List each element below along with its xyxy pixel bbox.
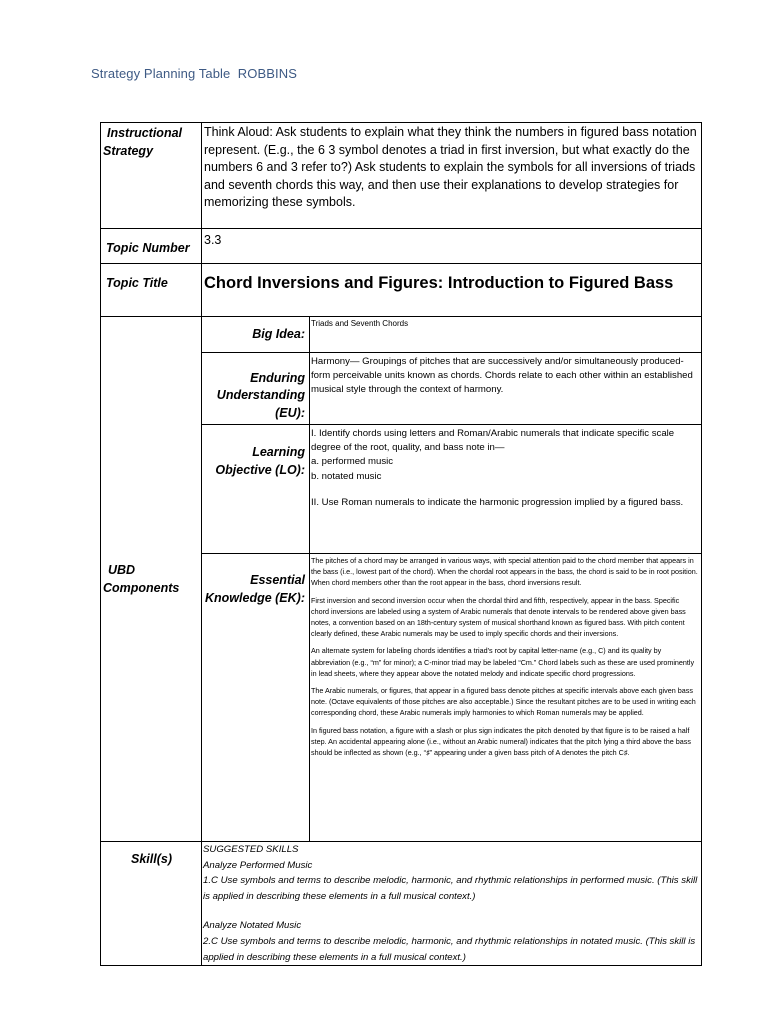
topic-title-label: Topic Title <box>106 276 168 290</box>
label-cell-skills <box>101 842 202 966</box>
think-aloud-lead: Think Aloud: <box>204 125 273 139</box>
skills-line-3: 1.C Use symbols and terms to describe melodic, harmonic, and rhythmic relationships in performed music. (This skill is applied in describing these elements in a full musical context.) <box>203 875 698 902</box>
skills-label: Skill(s) <box>131 852 172 866</box>
learning-objective-line-1: I. Identify chords using letters and Roman/Arabic numerals that indicate specific scale <box>311 428 675 439</box>
label-cell-learning-objective <box>202 425 310 554</box>
label-cell-ubd-components <box>101 317 202 842</box>
topic-title-value: Chord Inversions and Figures: Introduction to Figured Bass <box>204 274 674 292</box>
learning-objective-line-2: degree of the root, quality, and bass note in— <box>311 442 505 454</box>
skills-line-2: Analyze Performed Music <box>203 859 313 871</box>
label-cell-essential-knowledge <box>202 554 310 842</box>
essential-knowledge-cell <box>310 554 702 842</box>
learning-label-2: Objective (LO): <box>215 462 305 477</box>
skills-cell <box>202 842 702 966</box>
learning-objective-line-4: b. notated music <box>311 470 382 482</box>
enduring-understanding-cell <box>310 353 702 425</box>
enduring-label-1: Enduring <box>250 370 305 385</box>
enduring-understanding-value: Harmony— Groupings of pitches that are successively and/or simultaneously produced- form perceivable units known as chords. Chords relate to each other within an established musical style through the context of harmony. <box>311 356 693 396</box>
strategy-planning-table <box>100 122 702 966</box>
instructional-strategy-label-1: Instructional <box>107 126 183 140</box>
instructional-strategy-text <box>202 123 701 212</box>
label-cell-topic-number <box>101 229 202 264</box>
skills-line-4: Analyze Notated Music <box>203 920 302 932</box>
instructional-strategy-cell <box>202 123 702 229</box>
big-idea-cell <box>310 317 702 353</box>
enduring-label-3: (EU): <box>275 405 305 420</box>
ubd-label-1: UBD <box>108 563 136 577</box>
learning-objective-line-3: a. performed music <box>311 456 394 468</box>
enduring-label-2: Understanding <box>216 388 305 402</box>
essential-knowledge-p1: The pitches of a chord may be arranged in various ways, with special attention paid to the chord member that appears in the bass (i.e., lowest part of the chord). When the chordal root appears in the bass, the chord is said to be in root position. When chord members other than the root appear in the bass, chord inversions result. <box>311 556 698 588</box>
skills-line-1: SUGGESTED SKILLS <box>203 844 299 855</box>
row-big-idea <box>101 317 702 353</box>
skills-line-5: 2.C Use symbols and terms to describe melodic, harmonic, and rhythmic relationships in notated music. (This skill is applied in describing these elements in a full musical context.) <box>203 935 696 963</box>
topic-number-cell <box>202 229 702 264</box>
learning-objective-text <box>310 425 701 510</box>
skills-text <box>202 842 701 965</box>
essential-knowledge-p2: First inversion and second inversion occur when the chordal third and fifth, respectively, appear in the bass. Specific chord inversions are labeled using a system of Arabic numerals that denote intervals to be rendered above given bass notes, a convention based on an 18th-century system of musical shorthand known as figured bass. With pitch content clearly defined, these Arabic numerals may be used to imply specific chords and their inversions. <box>311 595 686 639</box>
big-idea-value: Triads and Seventh Chords <box>311 319 409 328</box>
row-skills <box>101 842 702 966</box>
essential-label-2: Knowledge (EK): <box>205 590 305 605</box>
essential-knowledge-p4: The Arabic numerals, or figures, that appear in a figured bass denote pitches at specific intervals above each given bass note. (Octave equivalents of those pitches are also acceptable.) Since the resultant pitches are to be used in writing each corresponding chord, these Arabic numerals imply harmonies to which Roman numerals may be applied. <box>311 686 696 718</box>
essential-knowledge-text <box>310 554 701 758</box>
topic-title-cell <box>202 264 702 317</box>
label-cell-instructional-strategy <box>101 123 202 229</box>
instructional-strategy-body: Ask students to explain what they think the numbers in figured bass notation represent. (E.g., the 6 3 symbol denotes a triad in first inversion, but what exactly do the numbers 6 and 3 refer to?) Ask students to explain the symbols for all inversions of triads and seventh chords this way, and then use their explanations to develop strategies for memorizing these symbols. <box>204 125 697 210</box>
row-instructional-strategy <box>101 123 702 229</box>
document-heading: Strategy Planning Table ROBBINS <box>91 66 298 81</box>
label-cell-enduring-understanding <box>202 353 310 425</box>
label-cell-big-idea <box>202 317 310 353</box>
ubd-label-2: Components <box>103 581 180 595</box>
instructional-strategy-label-2: Strategy <box>103 144 154 158</box>
learning-objective-line-5: II. Use Roman numerals to indicate the harmonic progression implied by a figured bass. <box>311 496 684 508</box>
label-cell-topic-title <box>101 264 202 317</box>
essential-label-1: Essential <box>250 573 305 587</box>
learning-objective-cell <box>310 425 702 554</box>
row-topic-title <box>101 264 702 317</box>
topic-number-label: Topic Number <box>106 241 190 255</box>
topic-number-value: 3.3 <box>204 233 222 247</box>
essential-knowledge-p5: In figured bass notation, a figure with a slash or plus sign indicates the pitch denoted by that figure is to be raised a half step. An accidental appearing alone (i.e., without an Arabic numeral) indicates that the pitch lying a third above the bass should be inflected as shown (e.g., “♯” appearing under a given bass pitch of A denotes the pitch C♯. <box>311 725 691 758</box>
big-idea-label: Big Idea: <box>252 326 305 341</box>
row-topic-number <box>101 229 702 264</box>
learning-label-1: Learning <box>252 445 305 459</box>
essential-knowledge-p3: An alternate system for labeling chords identifies a triad’s root by capital letter-name (e.g., C) and its quality by abbreviation (e.g., “m” for minor); a C-minor triad may be labeled “Cm.” Chord labels such as these are used prominently in lead sheets, where they appear above the notated melody and indicate specific chord progressions. <box>311 646 695 678</box>
